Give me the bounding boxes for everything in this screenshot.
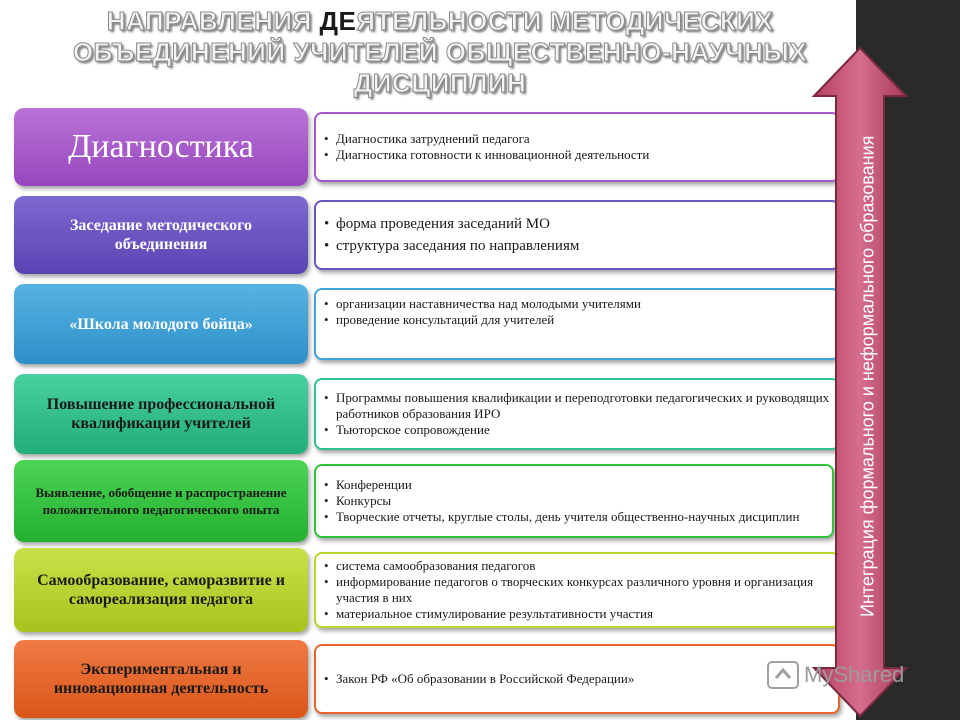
list-item: • структура заседания по направлениям <box>336 235 832 257</box>
row-shkola <box>14 284 840 364</box>
row-vyyavlenie <box>14 460 840 542</box>
share-logo-icon <box>766 660 800 690</box>
list-item: • материальное стимулирование результативности участия <box>336 606 832 622</box>
label-shkola: «Школа молодого бойца» <box>14 284 308 364</box>
item-list <box>314 284 832 364</box>
list-item: • информирование педагогов о творческих конкурсах различного уровня и организация участия в них <box>336 574 832 606</box>
list-item: • проведение консультаций для учителей <box>336 312 832 328</box>
item-list <box>314 548 832 632</box>
label-zasedanie: Заседание методического объединения <box>14 196 308 274</box>
list-item: • Тьюторское сопровождение <box>336 422 832 438</box>
row-eksperiment <box>14 640 840 718</box>
label-povyshenie: Повышение профессиональной квалификации учителей <box>14 374 308 454</box>
label-vyyavlenie: Выявление, обобщение и распространение положительного педагогического опыта <box>14 460 308 542</box>
row-povyshenie <box>14 374 840 454</box>
list-item: • Конференции <box>336 477 820 493</box>
title-part: НАПРАВЛЕНИЯ <box>106 6 320 36</box>
row-diagnostika <box>14 108 840 186</box>
list-item: • форма проведения заседаний МО <box>336 213 832 235</box>
title-line-1 <box>40 6 840 37</box>
watermark <box>766 656 904 694</box>
label-eksperiment: Экспериментальная и инновационная деятельность <box>14 640 308 718</box>
item-list <box>314 108 832 186</box>
list-item: • система самообразования педагогов <box>336 558 832 574</box>
label-diagnostika: Диагностика <box>14 108 308 186</box>
item-list <box>314 640 832 718</box>
row-samoobrazovanie <box>14 548 840 632</box>
list-item: • Закон РФ «Об образовании в Российской Федерации» <box>336 671 832 687</box>
label-samoobrazovanie: Самообразование, саморазвитие и самореализация педагога <box>14 548 308 632</box>
list-item: • Программы повышения квалификации и переподготовки педагогических и руководящих работников образования ИРО <box>336 390 832 422</box>
item-list <box>314 374 832 454</box>
list-item: • Диагностика готовности к инновационной деятельности <box>336 147 832 163</box>
page-title <box>40 6 840 99</box>
item-list <box>314 460 820 542</box>
item-list <box>314 196 832 274</box>
title-highlight: ДЕ <box>319 6 357 36</box>
title-part: ЯТЕЛЬНОСТИ МЕТОДИЧЕСКИХ <box>356 6 774 36</box>
title-line-2: ОБЪЕДИНЕНИЙ УЧИТЕЛЕЙ ОБЩЕСТВЕННО-НАУЧНЫХ <box>72 37 808 67</box>
list-item: • Диагностика затруднений педагога <box>336 131 832 147</box>
list-item: • Конкурсы <box>336 493 820 509</box>
title-line-3: ДИСЦИПЛИН <box>353 68 527 98</box>
arrow-label: Интеграция формального и неформального образования <box>857 135 878 617</box>
list-item: • Творческие отчеты, круглые столы, день учителя общественно-научных дисциплин <box>336 509 820 525</box>
watermark-text: MyShared <box>804 662 905 687</box>
row-zasedanie <box>14 196 840 274</box>
list-item: • организации наставничества над молодыми учителями <box>336 296 832 312</box>
